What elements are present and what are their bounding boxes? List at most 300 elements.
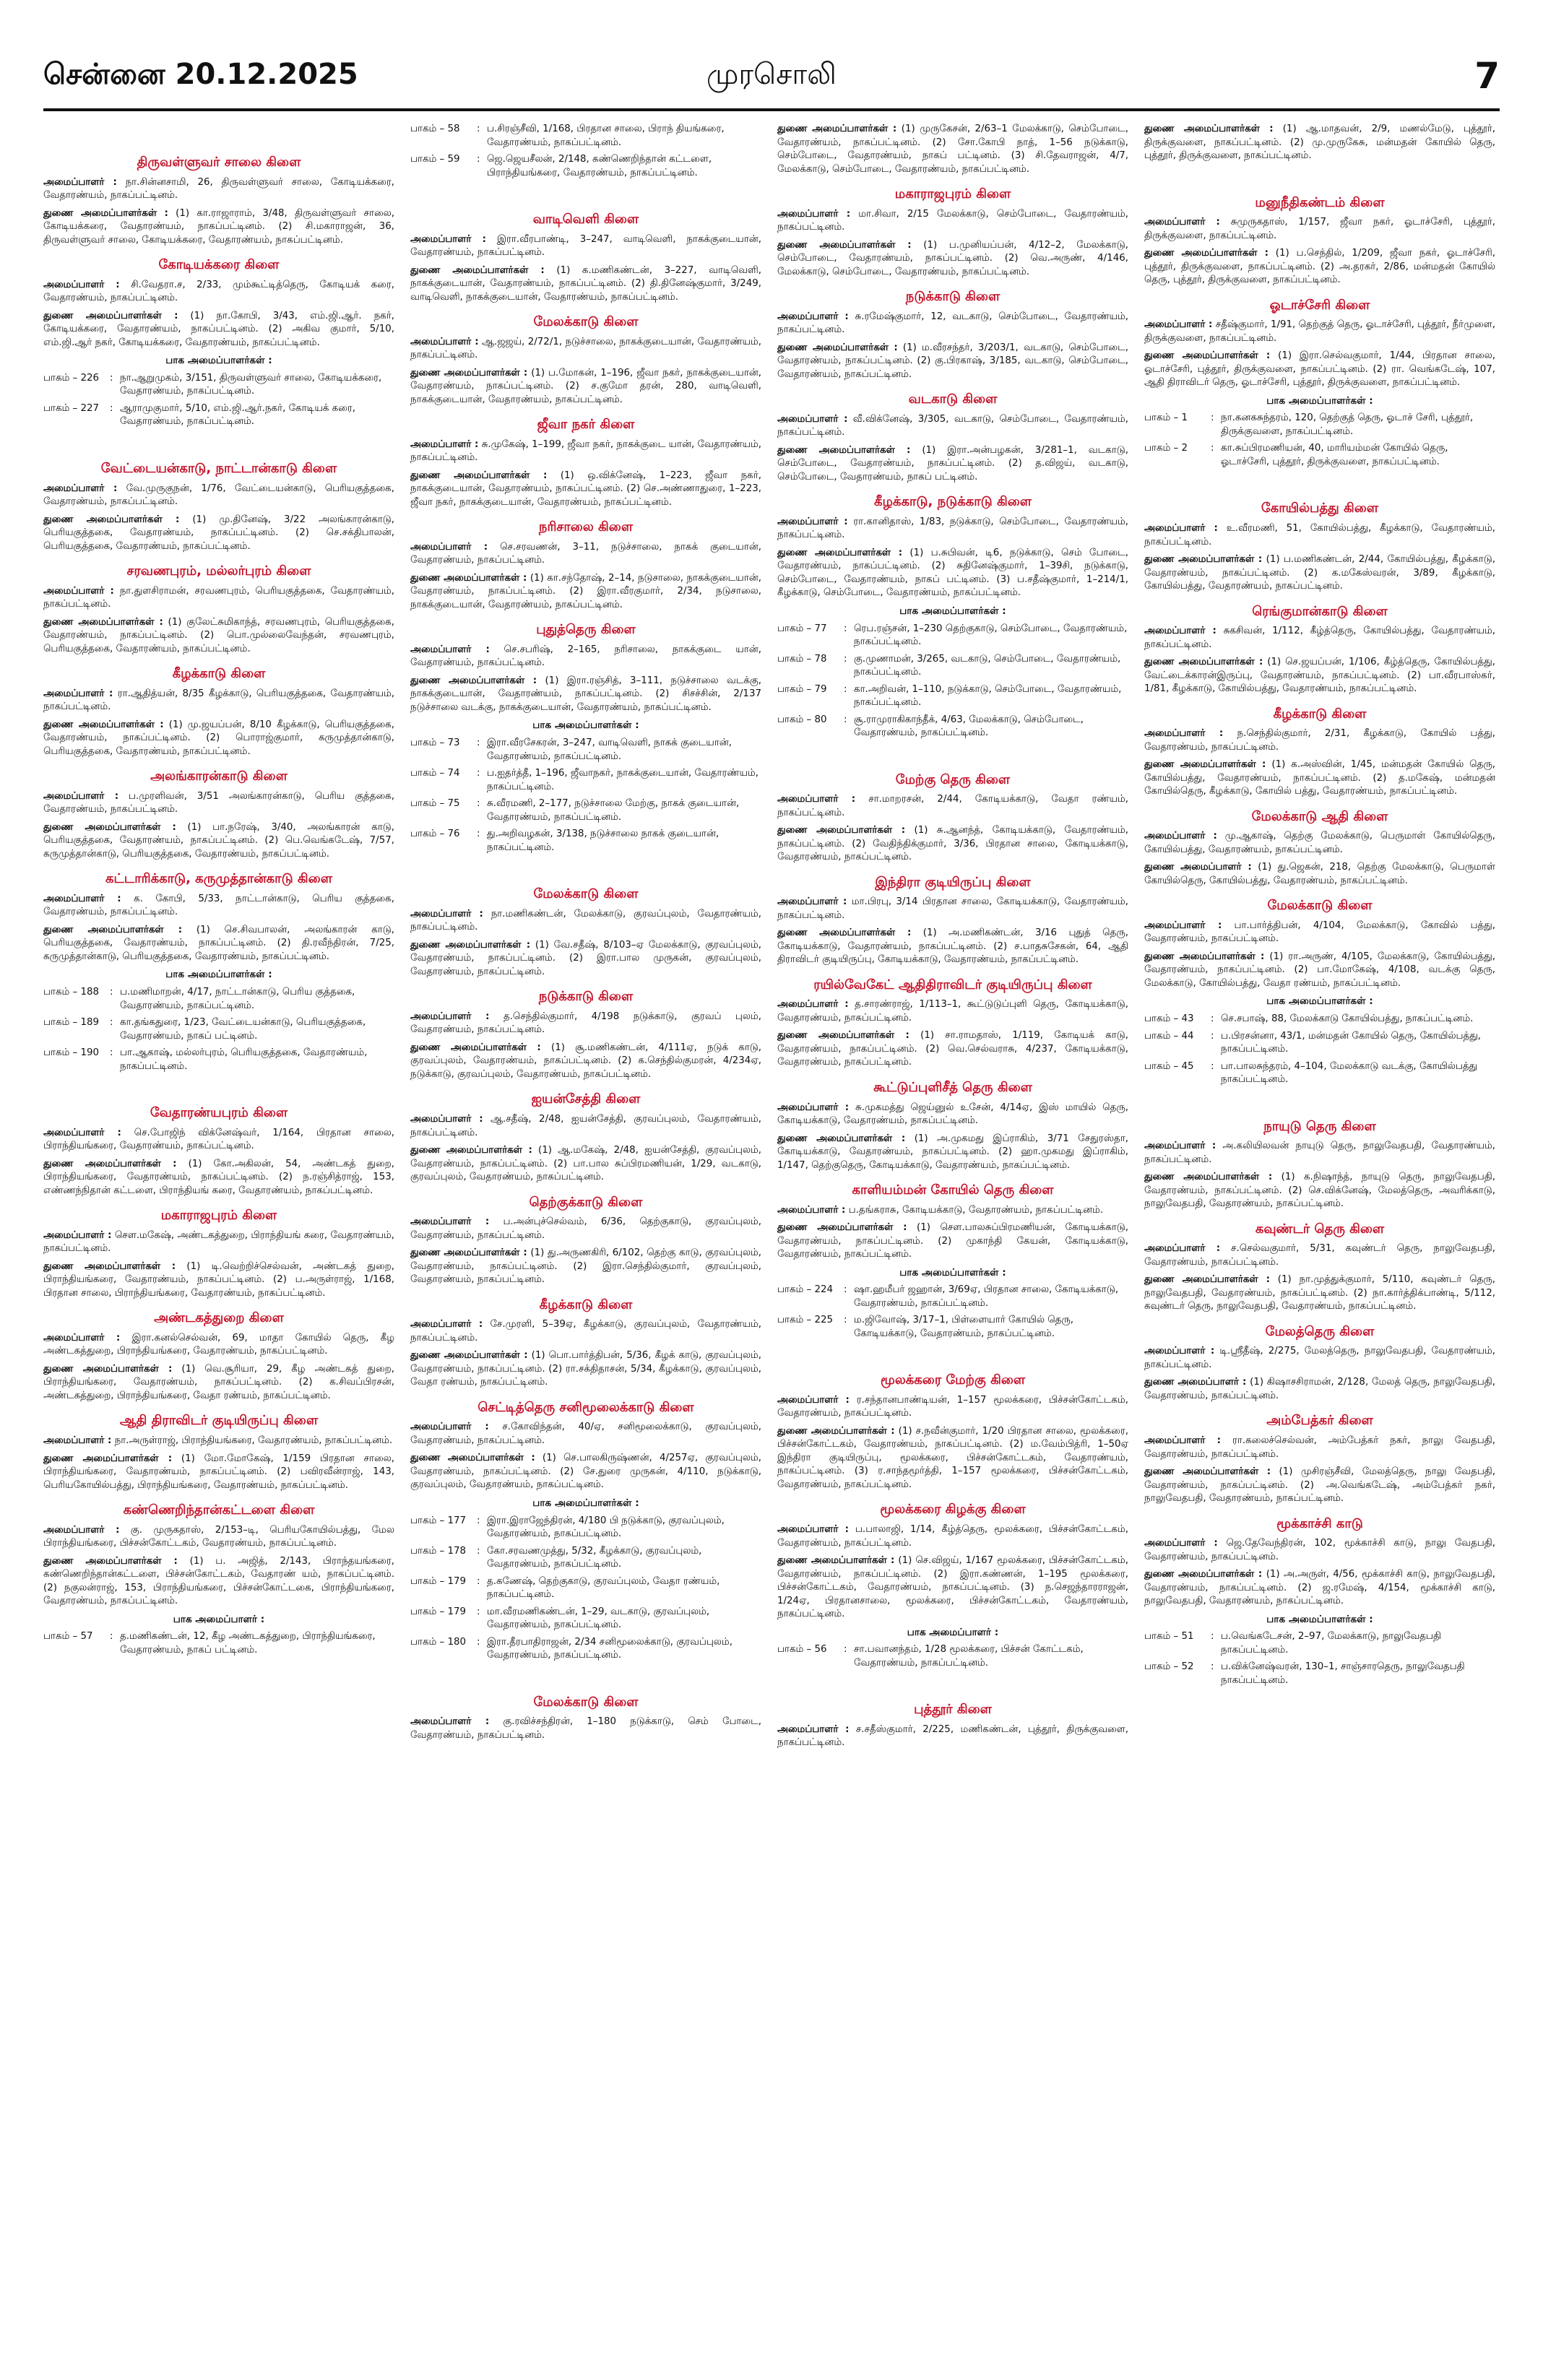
organizer-entry bbox=[410, 264, 761, 305]
organizer-entry bbox=[777, 413, 1128, 440]
organizer-entry bbox=[43, 688, 394, 714]
role-label: அமைப்பாளர் : bbox=[43, 1524, 120, 1536]
branch-heading: ரயில்வேகேட் ஆதிதிராவிடர் குடியிருப்பு கிளை bbox=[813, 977, 1092, 992]
booth-number: பாகம் – 59 bbox=[410, 154, 460, 165]
separator: : bbox=[477, 737, 480, 749]
organizer-details: நா.சின்னசாமி, 26, திருவள்ளுவர் சாலை, கோடியக்கரை, வேதாரண்யம், நாகப்பட்டினம். bbox=[43, 176, 394, 202]
organizer-details: (1) வெ.சூரியா, 29, கீழ அண்டகத் துறை, பிராந்தியங்கரை, வேதாரண்யம், நாகப்பட்டினம். (2) க.சிவப்பிரசன், அண்டகத்துறை, பிராந்தியங்கரை, வேதா ரண்யம், நாகப்பட்டினம். bbox=[43, 1363, 394, 1401]
role-label: அமைப்பாளர் : bbox=[410, 1716, 490, 1728]
organizer-details: டி.ஸ்ரீதீஷ், 2/275, மேலத்தெரு, நாலுவேதபதி, வேதாரண்யம், நாகப்பட்டினம். bbox=[1144, 1346, 1495, 1370]
role-label: துணை அமைப்பாளர்கள் : bbox=[777, 124, 897, 134]
separator: : bbox=[110, 1047, 113, 1059]
branch-heading: நடுக்காடு கிளை bbox=[905, 289, 1000, 305]
booth-entry bbox=[410, 153, 761, 180]
organizer-entry bbox=[410, 908, 761, 935]
organizer-details: ரா.கலைச்செல்வன், அம்பேத்கர் நகர், நாலு வேதபதி, வேதாரண்யம், நாகப்பட்டினம். bbox=[1144, 1435, 1495, 1460]
separator: : bbox=[477, 124, 480, 134]
organizer-entry bbox=[1144, 1537, 1495, 1564]
organizer-details: ச.கோவிந்தன், 40/ஏ, சனிமூலைக்காடு, குரவப்புலம், வேதாரண்யம், நாகப்பட்டினம். bbox=[410, 1421, 761, 1446]
organizer-entry bbox=[410, 233, 761, 260]
role-label: துணை அமைப்பாளர்கள் : bbox=[1144, 124, 1274, 134]
booth-number: பாகம் – 52 bbox=[1144, 1661, 1194, 1673]
separator: : bbox=[844, 1315, 847, 1326]
role-label: துணை அமைப்பாளர்கள் : bbox=[410, 1145, 532, 1156]
column-4 bbox=[1144, 123, 1495, 2358]
organizer-details: (1) செ.சிவபாலன், அலங்காரன் காடு, பெரியகுத்தகை, வேதாரண்யம், நாகப்பட்டினம். (2) தி.ரவீந்திரன், 7/25, கருமுத்தான்காடு, பெரியகுத்தகை, வேதாரண்யம், நாகப்பட்டினம். bbox=[43, 924, 394, 962]
booth-number: பாகம் – 43 bbox=[1144, 1013, 1194, 1025]
organizer-details: ஆ.சதீஷ், 2/48, ஐயன்சேத்தி, குரவப்புலம், வேதாரண்யம், நாகப்பட்டினம். bbox=[410, 1114, 761, 1138]
organizer-entry bbox=[777, 444, 1128, 485]
booth-organizer-details: த.கணேஷ், தெற்குகாடு, குரவப்புலம், வேதா ரண்யம், நாகப்பட்டினம். bbox=[487, 1575, 720, 1601]
booth-number: பாகம் – 177 bbox=[410, 1515, 467, 1526]
branch-heading: மூலக்கரை கிழக்கு கிளை bbox=[880, 1502, 1026, 1518]
role-label: அமைப்பாளர் : bbox=[1144, 1243, 1221, 1255]
organizer-entry bbox=[410, 675, 761, 715]
booth-organizer-details: பா.பாலசுந்தரம், 4–104, மேலக்காடு வடக்கு, கோயில்பத்து நாகப்பட்டினம். bbox=[1221, 1060, 1478, 1086]
role-label: துணை அமைப்பாளர்கள் : bbox=[410, 1247, 527, 1259]
role-label: துணை அமைப்பாளர்கள் : bbox=[777, 825, 906, 836]
booth-organizer-details: ஆராமுகுமார், 5/10, எம்.ஜி.ஆர்.நகர், கோடியக் கரை, வேதாரண்யம், நாகப்பட்டினம். bbox=[120, 402, 356, 428]
branch-heading: புதுத்தெரு கிளை bbox=[536, 622, 636, 638]
booth-organizer-details: கா.தங்கதுரை, 1/23, வேட்டையன்காடு, பெரியகுத்தகை, வேதாரண்யம், நாகப் பட்டினம். bbox=[120, 1017, 366, 1042]
role-label: துணை அமைப்பாளர்கள் : bbox=[1144, 1274, 1270, 1286]
branch-heading: கீழக்காடு கிளை bbox=[1273, 706, 1367, 722]
booth-organizer-details: நா.ஆறுமுகம், 3/151, திருவள்ளுவர் சாலை, கோடியக்கரை, வேதாரண்யம், நாகப்பட்டினம். bbox=[120, 372, 382, 397]
role-label: அமைப்பாளர் : bbox=[777, 1204, 846, 1216]
booth-entry bbox=[1144, 1630, 1495, 1657]
separator: : bbox=[477, 768, 480, 779]
organizer-entry bbox=[410, 541, 761, 568]
organizer-details: மா.சிவா, 2/15 மேலக்காடு, செம்போடை, வேதாரண்யம், நாகப்பட்டினம். bbox=[777, 208, 1128, 233]
booth-number: பாகம் – 180 bbox=[410, 1636, 467, 1648]
organizer-entry bbox=[43, 1229, 394, 1256]
organizer-entry bbox=[410, 572, 761, 613]
organizer-details: சே.முரளி, 5–39ஏ, கீழக்காடு, குரவப்புலம், வேதாரண்யம், நாகப்பட்டினம். bbox=[410, 1319, 761, 1343]
role-label: துணை அமைப்பாளர்கள் : bbox=[410, 1042, 541, 1053]
booth-organizer-details: இரா.இராஜேந்திரன், 4/180 பி நடுக்காடு, குரவப்புலம், வேதாரண்யம், நாகப்பட்டினம். bbox=[487, 1515, 725, 1540]
booth-number: பாகம் – 80 bbox=[777, 714, 827, 725]
organizer-entry bbox=[777, 1523, 1128, 1550]
booth-number: பாகம் – 51 bbox=[1144, 1631, 1194, 1643]
booth-number: பாகம் – 74 bbox=[410, 768, 460, 779]
organizer-entry bbox=[43, 1435, 394, 1448]
booth-organizers-heading: பாக அமைப்பாளர்கள் : bbox=[1266, 394, 1373, 407]
role-label: அமைப்பாளர் : bbox=[777, 311, 849, 322]
organizer-entry bbox=[410, 1011, 761, 1037]
masthead bbox=[43, 51, 1500, 101]
role-label: அமைப்பாளர் : bbox=[777, 1723, 850, 1735]
organizer-entry bbox=[1144, 553, 1495, 594]
organizer-entry bbox=[43, 1555, 394, 1609]
branch-heading: வாடிவெளி கிளை bbox=[532, 212, 639, 227]
organizer-entry bbox=[1144, 727, 1495, 754]
booth-entry bbox=[777, 1314, 1128, 1341]
branch-heading: ஆதி திராவிடர் குடியிருப்பு கிளை bbox=[119, 1413, 319, 1429]
booth-organizer-details: ப.சிரஞ்சீவி, 1/168, பிரதான சாலை, பிராந் தியங்கரை, வேதாரண்யம், நாகப்பட்டினம். bbox=[487, 124, 725, 148]
separator: : bbox=[477, 1575, 480, 1587]
organizer-details: ப.தங்கராசு, கோடியக்காடு, வேதாரண்யம், நாகப்பட்டினம். bbox=[848, 1204, 1104, 1216]
booth-entry bbox=[1144, 1661, 1495, 1687]
separator: : bbox=[844, 1284, 847, 1296]
booth-number: பாகம் – 76 bbox=[410, 828, 460, 840]
organizer-entry bbox=[1144, 758, 1495, 799]
organizer-entry bbox=[410, 1452, 761, 1492]
booth-number: பாகம் – 226 bbox=[43, 372, 100, 384]
booth-number: பாகம் – 57 bbox=[43, 1631, 93, 1643]
organizer-details: சு.ரமேஷ்குமார், 12, வடகாடு, செம்போடை, வேதாரண்யம், நாகப்பட்டினம். bbox=[777, 311, 1128, 336]
organizer-entry bbox=[777, 239, 1128, 280]
separator: : bbox=[1211, 1030, 1214, 1042]
role-label: அமைப்பாளர் : bbox=[410, 438, 479, 450]
role-label: துணை அமைப்பாளர்கள் : bbox=[1144, 1172, 1273, 1183]
booth-number: பாகம் – 179 bbox=[410, 1606, 467, 1617]
header-divider bbox=[43, 108, 1500, 111]
branch-heading: மேலத்தெரு கிளை bbox=[1265, 1323, 1375, 1339]
organizer-details: (1) சு.ஆனந்த், கோடியக்காடு, வேதாரண்யம், நாகப்பட்டினம். (2) வேதிந்திக்குமார், 3/36, பிரதான சாலை, கோடியக்காடு, வேதாரண்யம், நாகப்பட்டினம். bbox=[777, 825, 1128, 863]
organizer-details: ச.செல்வகுமார், 5/31, கவுண்டர் தெரு, நாலுவேதபதி, வேதாரண்யம், நாகப்பட்டினம். bbox=[1144, 1243, 1495, 1268]
branch-heading: மேற்கு தெரு கிளை bbox=[895, 771, 1011, 787]
role-label: அமைப்பாளர் : bbox=[410, 541, 488, 553]
organizer-entry bbox=[1144, 522, 1495, 549]
branch-heading: கவுண்டர் தெரு கிளை bbox=[1255, 1221, 1385, 1237]
role-label: அமைப்பாளர் : bbox=[410, 1319, 483, 1330]
organizer-entry bbox=[777, 208, 1128, 235]
organizer-details: (1) அ.முகமது இப்ராகிம், 3/71 சேதுரஸ்தா, கோடியக்காடு, வேதாரண்யம், நாகப்பட்டினம். (2) ஹா.முகமது இப்ராகிம், 1/147, தெற்குதெரு, கோடியக்காடு, வேதாரண்யம், நாகப்பட்டினம். bbox=[777, 1133, 1128, 1171]
organizer-entry bbox=[777, 516, 1128, 542]
booth-organizers-heading: பாக அமைப்பாளர்கள் : bbox=[165, 969, 272, 981]
booth-entry bbox=[410, 123, 761, 150]
role-label: அமைப்பாளர் : bbox=[777, 896, 847, 908]
branch-heading: வேட்டையன்காடு, நாட்டான்காடு கிளை bbox=[100, 460, 337, 476]
booth-entry bbox=[777, 1284, 1128, 1310]
organizer-details: (1) ப. அஜித், 2/143, பிராந்தயங்கரை, கண்ணெறிந்தான்கட்டளை, பிச்சன்கோட்டகம், வேதாரண் யம், நாகப்பட்டினம். (2) நகுலன்ராஜ், 153, பிராந்தியங்கரை, பிச்சன்கோட்டகை, பிராந்தியங்கரை, வேதாரண்யம், நாகப்பட்டினம். bbox=[43, 1555, 394, 1607]
organizer-details: ச.சதீஸ்குமார், 2/225, மணிகண்டன், புத்தூர், திருக்குவளை, நாகப்பட்டினம். bbox=[777, 1723, 1128, 1749]
booth-entry bbox=[43, 1630, 394, 1657]
role-label: அமைப்பாளர் : bbox=[410, 233, 487, 245]
role-label: துணை அமைப்பாளர்கள் : bbox=[410, 572, 527, 584]
organizer-details: (1) டி.வெற்றிச்செல்வன், அண்டகத் துறை, பிராந்தியங்கரை, வேதாரண்யம், நாகப்பட்டினம். (2) ப.அருள்ராஜ், 1/168, பிரதான சாலை, பிராந்தியங்கரை, வேதாரண்யம், நாகப்பட்டினம். bbox=[43, 1260, 394, 1299]
organizer-entry bbox=[43, 176, 394, 203]
role-label: துணை அமைப்பாளர்கள் : bbox=[777, 444, 911, 456]
separator: : bbox=[844, 683, 847, 695]
organizer-details: (1) ப.செந்தில், 1/209, ஜீவா நகர், ஓடாச்சேரி, புத்தூர், திருக்குவளை, நாகப்பட்டினம். (2) அ.தரகர், 2/86, மன்மதன் கோயில் தெரு, புத்தூர், திருக்குவளை, நாகப்பட்டினம். bbox=[1144, 248, 1495, 286]
separator: : bbox=[477, 1606, 480, 1617]
separator: : bbox=[1211, 1060, 1214, 1072]
role-label: துணை அமைப்பாளர்கள் : bbox=[1144, 350, 1271, 362]
organizer-details: (1) முருகேசன், 2/63–1 மேலக்காடு, செம்போடை, வேதாரண்யம், நாகப்பட்டினம். (2) சோ.கோபி நாத், 1–56 நடுக்காடு, செம்போடை, வேதாரண்யம், நாகப் பட்டினம். (3) சி.தேவராஜன், 4/7, மேலக்காடு, செம்போடை, வேதாரண்யம், நாகப்பட்டினம். bbox=[777, 124, 1128, 175]
organizer-details: (1) ப.முனியப்பன், 4/12–2, மேலக்காடு, செம்போடை, வேதாரண்யம், நாகப்பட்டினம். (2) வெ.அருண், 4/146, மேலக்காடு, செம்போடை, வேதாரண்யம், நாகப்பட்டினம். bbox=[777, 239, 1128, 277]
organizer-details: (1) செ.ஜயப்பன், 1/106, கீழ்த்தெரு, கோயில்பத்து, வேட்டைக்காரன்இருப்பு, வேதாரண்யம், நாகப்பட்டினம். (2) பா.வீரபாஸ்கர், 1/81, கீழக்காடு, கோயில்பத்து, வேதாரண்யம், நாகப்பட்டினம். bbox=[1144, 657, 1495, 695]
booth-number: பாகம் – 77 bbox=[777, 623, 827, 634]
booth-number: பாகம் – 78 bbox=[777, 653, 827, 665]
role-label: துணை அமைப்பாளர்கள் : bbox=[777, 1555, 895, 1567]
column-1 bbox=[43, 123, 394, 2358]
organizer-details: சா.மாறரசன், 2/44, கோடியக்காடு, வேதா ரண்யம், நாகப்பட்டினம். bbox=[777, 794, 1128, 818]
separator: : bbox=[110, 402, 113, 414]
booth-entry bbox=[1144, 1060, 1495, 1087]
organizer-details: உ.வீரமணி, 51, கோயில்பத்து, கீழக்காடு, வேதாரண்யம், நாகப்பட்டினம். bbox=[1144, 523, 1495, 548]
organizer-details: (1) ம.வீரசந்தர், 3/203/1, வடகாடு, செம்போடை, வேதாரண்யம், நாகப்பட்டினம். (2) கு.பிரகாஷ், 3/185, வடகாடு, செம்போடை, வேதாரண்யம், நாகப்பட்டினம். bbox=[777, 342, 1128, 380]
role-label: அமைப்பாளர் : bbox=[777, 516, 848, 527]
branch-heading: நாயுடு தெரு கிளை bbox=[1263, 1118, 1376, 1134]
booth-number: பாகம் – 58 bbox=[410, 124, 460, 134]
role-label: துணை அமைப்பாளர்கள் : bbox=[1144, 248, 1269, 259]
organizer-entry bbox=[410, 1113, 761, 1140]
edition-date: சென்னை 20.12.2025 bbox=[43, 57, 358, 91]
separator: : bbox=[844, 714, 847, 725]
role-label: அமைப்பாளர் : bbox=[1144, 1538, 1218, 1549]
booth-entry bbox=[43, 372, 394, 399]
organizer-details: (1) ப.சுபிவன், டி6, நடுக்காடு, செம் போடை, வேதாரண்யம், நாகப்பட்டினம். (2) சுதினேஷ்குமார், 1–39சி, நடுக்காடு, செம்போடை, வேதாரண்யம், நாகப் பட்டினம். (3) ப.சதீஷ்குமார், 1–214/1, கீழக்காடு, செம்போடை, வேதாரண்யம், நாகப்பட்டினம். bbox=[777, 547, 1128, 599]
booth-organizers-heading: பாக அமைப்பாளர் : bbox=[173, 1613, 265, 1625]
organizer-entry bbox=[43, 790, 394, 817]
organizer-entry bbox=[43, 514, 394, 554]
organizer-details: செ.சரவணன், 3–11, நடுச்சாலை, நாகக் குடையான், வேதாரண்யம், நாகப்பட்டினம். bbox=[410, 541, 761, 566]
booth-organizer-details: ஜெ.ஜெயசீலன், 2/148, கண்ணெறிந்தான் கட்டளை, பிராந்தியங்கரை, வேதாரண்யம், நாகப்பட்டினம். bbox=[487, 154, 712, 178]
organizer-entry bbox=[1144, 1273, 1495, 1314]
organizer-details: சுகசிவன், 1/112, கீழ்த்தெரு, கோயில்பத்து, வேதாரண்யம், நாகப்பட்டினம். bbox=[1144, 626, 1495, 650]
organizer-details: (1) இரா.அன்பழகன், 3/281–1, வடகாடு, செம்போடை, வேதாரண்யம், நாகப்பட்டினம். (2) த.விஜய், வடகாடு, செம்போடை, வேதாரண்யம், நாகப் பட்டினம். bbox=[777, 444, 1128, 483]
separator: : bbox=[477, 1545, 480, 1557]
role-label: அமைப்பாளர் : bbox=[1144, 523, 1218, 535]
article-columns bbox=[43, 123, 1500, 2358]
organizer-details: (1) க.அஸ்வின், 1/45, மன்மதன் கோயில் தெரு, கோயில்பத்து, வேதாரண்யம், நாகப்பட்டினம். (2) த.மகேஷ், மன்மதன் கோயில்தெரு, கீழக்காடு, கோயில் பத்து, வேதாரண்யம், நாகப்பட்டினம். bbox=[1144, 759, 1495, 797]
branch-heading: இந்திரா குடியிருப்பு கிளை bbox=[875, 874, 1031, 890]
role-label: அமைப்பாளர் : bbox=[43, 176, 117, 188]
organizer-details: வீ.விக்னேஷ், 3/305, வடகாடு, செம்போடை, வேதாரண்யம், நாகப்பட்டினம். bbox=[777, 413, 1128, 438]
branch-heading: மகாராஜபுரம் கிளை bbox=[160, 1208, 277, 1224]
organizer-entry bbox=[43, 483, 394, 509]
separator: : bbox=[110, 372, 113, 384]
role-label: துணை அமைப்பாளர்கள் : bbox=[43, 719, 164, 730]
organizer-details: த.செந்தில்குமார், 4/198 நடுக்காடு, குரவப் புலம், வேதாரண்யம், நாகப்பட்டினம். bbox=[410, 1011, 761, 1036]
role-label: துணை அமைப்பாளர்கள் : bbox=[43, 821, 176, 833]
organizer-details: (1) கா.சந்தோஷ், 2–14, நடுசாலை, நாகக்குடையான், வேதாரண்யம், நாகப்பட்டினம். (2) இரா.வீரகுமார், 2/34, நடுசாலை, நாகக்குடையான், வேதாரண்யம், நாகப்பட்டினம். bbox=[410, 572, 761, 610]
organizer-entry bbox=[1144, 861, 1495, 888]
role-label: அமைப்பாளர் : bbox=[1144, 1346, 1215, 1357]
role-label: அமைப்பாளர் : bbox=[43, 1127, 121, 1138]
role-label: துணை அமைப்பாளர்கள் : bbox=[777, 927, 912, 939]
branch-heading: கண்ணெறிந்தான்கட்டளை கிளை bbox=[123, 1502, 315, 1518]
branch-heading: காளியம்மன் கோயில் தெரு கிளை bbox=[852, 1182, 1054, 1198]
branch-heading: கோயில்பத்து கிளை bbox=[1261, 501, 1379, 516]
role-label: துணை அமைப்பாளர்கள் : bbox=[777, 1133, 906, 1144]
organizer-entry bbox=[777, 824, 1128, 865]
organizer-entry bbox=[43, 1260, 394, 1301]
branch-heading: மனுநீதிகண்டம் கிளை bbox=[1255, 194, 1385, 210]
booth-entry bbox=[410, 1636, 761, 1663]
organizer-details: (1) செ.விஜய், 1/167 மூலக்கரை, பிச்சன்கோட்டகம், வேதாரண்யம், நாகப்பட்டினம். (2) இரா.கண்ணன், 1–195 மூலக்கரை, பிச்சன்கோட்டகம், வேதாரண்யம், நாகப்பட்டினம். (3) ந.செஜந்தாரராஜன், 1/24ஏ, பிரதானசாலை, மூலக்கரை, பிச்சன்கோட்டகம், வேதாரண்யம், நாகப்பட்டினம். bbox=[777, 1555, 1128, 1620]
column-2 bbox=[410, 123, 761, 2358]
organizer-details: (1) கோ.அகிலன், 54, அண்டகத் துறை, பிராந்தியங்கரை, வேதாரண்யம், நாகப்பட்டினம். (2) ந.ரஞ்சித்ராஜ், 153, எண்ணந்நிதான் கட்டளை, பிராந்தியங் கரை, வேதாரண்யம், நாகப்பட்டினம். bbox=[43, 1158, 394, 1196]
organizer-details: (1) ரா.அருண், 4/105, மேலக்காடு, கோயில்பத்து, வேதாரண்யம், நாகப்பட்டினம். (2) பா.மோகேஷ், 4/108, வடக்கு தெரு, மேலக்காடு, கோயில்பத்து, வேதா ரண்யம், நாகப்பட்டினம். bbox=[1144, 951, 1495, 989]
role-label: அமைப்பாளர் : bbox=[43, 1435, 112, 1447]
role-label: அமைப்பாளர் : bbox=[43, 688, 113, 699]
organizer-details: (1) கா.ராஜாராம், 3/48, திருவள்ளுவர் சாலை, கோடியக்கரை, வேதாரண்யம், நாகப்பட்டினம். (2) சி.மகாராஜன், 36, திருவள்ளுவர் சாலை, கோடியக்கரை, வேதாரண்யம், நாகப்பட்டினம். bbox=[43, 207, 394, 246]
booth-organizers-heading: பாக அமைப்பாளர்கள் : bbox=[899, 605, 1006, 617]
role-label: துணை அமைப்பாளர் : bbox=[1144, 862, 1252, 873]
organizer-details: (1) சூ.மணிகண்டன், 4/111ஏ, நடுக் காடு, குரவப்புலம், வேதாரண்யம், நாகப்பட்டினம். (2) க.செந்தில்குமரன், 4/234ஏ, நடுக்காடு, குரவப்புலம், வேதாரண்யம், நாகப்பட்டினம். bbox=[410, 1042, 761, 1080]
role-label: துணை அமைப்பாளர்கள் : bbox=[410, 367, 528, 378]
organizer-entry bbox=[410, 1715, 761, 1742]
booth-number: பாகம் – 45 bbox=[1144, 1060, 1194, 1072]
organizer-details: அ.கலியிலவன் நாயுடு தெரு, நாலுவேதபதி, வேதாரண்யம், நாகப்பட்டினம். bbox=[1144, 1141, 1495, 1165]
role-label: அமைப்பாளர் : bbox=[410, 336, 479, 347]
role-label: துணை அமைப்பாளர்கள் : bbox=[410, 675, 537, 686]
organizer-details: (1) நா.கோபி, 3/43, எம்.ஜி.ஆர். நகர், கோடியக்கரை, வேதாரண்யம், நாகப்பட்டினம். (2) அகிவ குமார், 5/10, எம்.ஜி.ஆர் நகர், கோடியக்கரை, வேதாரண்யம், நாகப்பட்டினம். bbox=[43, 310, 394, 348]
organizer-details: (1) ப.மோகன், 1–196, ஜீவா நகர், நாகக்குடையான், வேதாரண்யம், நாகப்பட்டினம். (2) ச.குமோ தரன், 280, வாடிவெளி, நாகக்குடையான், வேதாரண்யம், நாகப்பட்டினம். bbox=[410, 367, 761, 405]
booth-number: பாகம் – 75 bbox=[410, 798, 460, 810]
column-3 bbox=[777, 123, 1128, 2358]
organizer-details: பா.பார்த்திபன், 4/104, மேலக்காடு, கோவில் பத்து, வேதாரண்யம், நாகப்பட்டினம். bbox=[1144, 919, 1495, 945]
role-label: அமைப்பாளர் : bbox=[410, 908, 483, 919]
organizer-entry bbox=[1144, 1568, 1495, 1609]
organizer-entry bbox=[43, 1158, 394, 1198]
booth-number: பாகம் – 1 bbox=[1144, 412, 1188, 424]
organizer-entry bbox=[777, 1425, 1128, 1492]
booth-entry bbox=[410, 797, 761, 824]
role-label: அமைப்பாளர் : bbox=[43, 483, 118, 494]
booth-number: பாகம் – 224 bbox=[777, 1284, 834, 1296]
separator: : bbox=[844, 653, 847, 665]
booth-number: பாகம் – 189 bbox=[43, 1017, 100, 1029]
branch-heading: திருவள்ளுவர் சாலை கிளை bbox=[137, 155, 301, 170]
role-label: அமைப்பாளர் : bbox=[43, 790, 119, 802]
role-label: துணை அமைப்பாளர்கள் : bbox=[43, 514, 180, 525]
organizer-details: (1) க.மணிகண்டன், 3–227, வாடிவெளி, நாகக்குடையான், வேதாரண்யம், நாகப்பட்டினம். (2) தி.தினேஷ்குமார், 3/249, வாடிவெளி, நாகக்குடையான், வேதாரண்யம், நாகப்பட்டினம். bbox=[410, 264, 761, 303]
branch-heading: அலங்காரன்காடு கிளை bbox=[150, 769, 288, 784]
organizer-details: (1) நா.முத்துக்குமார், 5/110, கவுண்டர் தெரு, நாலுவேதபதி, வேதாரண்யம், நாகப்பட்டினம். (2) நா.கார்த்திக்பாண்டி, 5/112, கவுண்டர் தெரு, நாலுவேதபதி, வேதாரண்யம், நாகப்பட்டினம். bbox=[1144, 1274, 1495, 1312]
booth-number: பாகம் – 56 bbox=[777, 1644, 827, 1656]
branch-heading: அம்பேத்கர் கிளை bbox=[1266, 1413, 1373, 1429]
booth-entry bbox=[1144, 412, 1495, 438]
role-label: துணை அமைப்பாளர்கள் : bbox=[43, 1555, 178, 1567]
role-label: துணை அமைப்பாளர்கள் : bbox=[777, 1425, 895, 1437]
separator: : bbox=[1211, 1013, 1214, 1025]
role-label: அமைப்பாளர் : bbox=[777, 1524, 850, 1536]
role-label: துணை அமைப்பாளர்கள் : bbox=[410, 264, 545, 276]
organizer-details: செ.சபரிஷ், 2–165, நரிசாலை, நாகக்குடை யான், வேதாரண்யம், நாகப்பட்டினம். bbox=[410, 644, 761, 669]
role-label: அமைப்பாளர் : bbox=[410, 1421, 489, 1433]
booth-entry bbox=[777, 714, 1128, 740]
role-label: அமைப்பாளர் : bbox=[43, 1229, 112, 1241]
organizer-entry bbox=[1144, 319, 1495, 345]
booth-organizers-heading: பாக அமைப்பாளர்கள் : bbox=[1266, 1613, 1373, 1625]
role-label: துணை அமைப்பாளர்கள் : bbox=[43, 1363, 173, 1375]
organizer-details: சௌ.மகேஷ், அண்டகத்துறை, பிராந்தியங் கரை, வேதாரண்யம், நாகப்பட்டினம். bbox=[43, 1229, 394, 1255]
booth-entry bbox=[43, 1047, 394, 1073]
role-label: அமைப்பாளர் : bbox=[1144, 919, 1222, 931]
newspaper-title: முரசொலி bbox=[706, 57, 837, 91]
separator: : bbox=[477, 154, 480, 165]
organizer-details: (1) செ.பாலகிருஷ்ணன், 4/257ஏ, குரவப்புலம், வேதாரண்யம், நாகப்பட்டினம். (2) சே.துரை முருகன், 4/110, நடுக்காடு, குரவப்புலம், வேதாரண்யம், நாகப்பட்டினம். bbox=[410, 1453, 761, 1491]
role-label: அமைப்பாளர் : bbox=[777, 1102, 850, 1113]
separator: : bbox=[110, 1631, 113, 1643]
role-label: அமைப்பாளர் : bbox=[1144, 626, 1216, 637]
branch-heading: கூட்டுப்புளிசீத் தெரு கிளை bbox=[873, 1079, 1032, 1095]
role-label: துணை அமைப்பாளர்கள் : bbox=[1144, 554, 1263, 566]
separator: : bbox=[477, 828, 480, 840]
booth-organizer-details: கா.சுப்பிரமணியன், 40, மாரியம்மன் கோயில் தெரு, ஓடாச்சேரி, புத்தூர், திருக்குவளை, நாகப்பட்டினம். bbox=[1221, 443, 1448, 467]
booth-number: பாகம் – 225 bbox=[777, 1315, 834, 1326]
organizer-details: (1) இரா.செல்வகுமார், 1/44, பிரதான சாலை, ஓடாச்சேரி, புத்தூர், திருக்குவளை, நாகப்பட்டினம். (2) ரா. வெங்கடேஷ், 107, ஆதி திராவிடர் தெரு, ஓடாச்சேரி, புத்தூர், திருக்குவளை, நாகப்பட்டினம். bbox=[1144, 350, 1495, 389]
organizer-details: ஆ.ஜஜய், 2/72/1, நடுச்சாலை, நாகக்குடையான், வேதாரண்யம், நாகப்பட்டினம். bbox=[410, 336, 761, 361]
organizer-details: (1) ச.நவீன்குமார், 1/20 பிரதான சாலை, மூலக்கரை, பிச்சன்கோட்டகம், வேதாரண்யம், நாகப்பட்டினம். (2) ம.வேம்பித்ரி, 1–50ஏ இந்திரா குடியிருப்பு, மூலக்கரை, பிச்சன்கோட்டகம், வேதாரண்யம், நாகப்பட்டினம். (3) ர.சாந்தமூர்த்தி, 1–157 மூலக்கரை, பிச்சன்கோட்டகம், வேதாரண்யம், நாகப்பட்டினம். bbox=[777, 1425, 1128, 1490]
organizer-details: த.சாரண்ராஜ், 1/113–1, கூட்டுடுப்புளி தெரு, கோடியக்காடு, வேதாரண்யம், நாகப்பட்டினம். bbox=[777, 999, 1128, 1024]
branch-heading: மேலக்காடு ஆதி கிளை bbox=[1251, 808, 1388, 824]
organizer-details: கு. முருகதாஸ், 2/153–டி, பெரியகோயில்பத்து, மேல பிராந்தியங்கரை, பிச்சன்கோட்டகம், வேதாரண்யம், நாகப்பட்டினம். bbox=[43, 1524, 394, 1549]
branch-heading: ரெங்குமான்காடு கிளை bbox=[1252, 603, 1388, 619]
organizer-details: (1) க.நிஷாந்த், நாயுடு தெரு, நாலுவேதபதி, வேதாரண்யம், நாகப்பட்டினம். (2) செ.விக்னேஷ், மேலத்தெரு, அவரிக்காடு, நாலுவேதபதி, வேதாரண்யம், நாகப்பட்டினம். bbox=[1144, 1172, 1495, 1210]
organizer-entry bbox=[410, 1349, 761, 1390]
role-label: துணை அமைப்பாளர்கள் : bbox=[777, 342, 898, 353]
role-label: துணை அமைப்பாளர்கள் : bbox=[1144, 759, 1266, 771]
organizer-details: க. கோபி, 5/33, நாட்டான்காடு, பெரிய குத்தகை, வேதாரண்யம், நாகப்பட்டினம். bbox=[43, 893, 394, 918]
organizer-details: ந.செந்தில்குமார், 2/31, கீழக்காடு, கோயில் பத்து, வேதாரண்யம், நாகப்பட்டினம். bbox=[1144, 728, 1495, 753]
organizer-details: (1) து.ஜெகன், 218, தெற்கு மேலக்காடு, பெருமாள் கோயில்தெரு, கோயில்பத்து, வேதாரண்யம், நாகப்பட்டினம். bbox=[1144, 862, 1495, 886]
organizer-entry bbox=[777, 1394, 1128, 1421]
organizer-details: சுமுருகதாஸ், 1/157, ஜீவா நகர், ஓடாச்சேரி, புத்தூர், திருக்குவளை, நாகப்பட்டினம். bbox=[1144, 217, 1495, 241]
organizer-details: (1) அ.அருள், 4/56, மூக்காச்சி காடு, நாலுவேதபதி, வேதாரண்யம், நாகப்பட்டினம். (2) ஜ.ரமேஷ், 4/154, மூக்காச்சி காடு, நாலுவேதபதி, வேதாரண்யம், நாகப்பட்டினம். bbox=[1144, 1569, 1495, 1607]
organizer-entry bbox=[43, 279, 394, 306]
branch-heading: மூலக்கரை மேற்கு கிளை bbox=[880, 1372, 1026, 1388]
organizer-entry bbox=[410, 1247, 761, 1287]
role-label: துணை அமைப்பாளர்கள் : bbox=[43, 207, 168, 219]
role-label: அமைப்பாளர் : bbox=[410, 1114, 483, 1125]
organizer-entry bbox=[777, 342, 1128, 382]
booth-organizer-details: ப.வெங்கடேசன், 2–97, மேலக்காடு, நாலுவேதபதி நாகப்பட்டினம். bbox=[1221, 1631, 1441, 1656]
booth-entry bbox=[1144, 442, 1495, 469]
organizer-entry bbox=[1144, 1345, 1495, 1372]
organizer-entry bbox=[1144, 830, 1495, 857]
booth-entry bbox=[1144, 1013, 1495, 1026]
booth-number: பாகம் – 44 bbox=[1144, 1030, 1194, 1042]
separator: : bbox=[477, 1515, 480, 1526]
organizer-details: (1) அ.மணிகண்டன், 3/16 புதுத் தெரு, கோடியக்காடு, வேதாரண்யம், நாகப்பட்டினம். (2) ச.பாதசுசேகன், 64, ஆதி திராவிடர் குடியிருப்பு, கோடியக்காடு, வேதாரண்யம், நாகப்பட்டினம். bbox=[777, 927, 1128, 966]
role-label: துணை அமைப்பாளர்கள் : bbox=[1144, 657, 1263, 668]
organizer-details: (1) முசிரஞ்சீவி, மேலத்தெரு, நாலு வேதபதி, வேதாரண்யம், நாகப்பட்டினம். (2) அ.வெங்கடேஷ், அம்பேத்கர் நகர், நாலுவேதபதி, வேதாரண்யம், நாகப்பட்டினம். bbox=[1144, 1466, 1495, 1505]
booth-entry bbox=[1144, 1030, 1495, 1057]
role-label: அமைப்பாளர் : bbox=[43, 279, 120, 290]
organizer-entry bbox=[777, 1723, 1128, 1750]
role-label: அமைப்பாளர் : bbox=[410, 1011, 490, 1022]
organizer-entry bbox=[43, 310, 394, 350]
role-label: அமைப்பாளர் : bbox=[1144, 217, 1220, 228]
branch-heading: வடகாடு கிளை bbox=[908, 391, 998, 407]
booth-entry bbox=[410, 1575, 761, 1602]
booth-organizer-details: சு.வீரமணி, 2–177, நடுச்சாலை மேற்கு, நாகக் குடையான், வேதாரண்யம், நாகப்பட்டினம். bbox=[487, 798, 740, 823]
booth-entry bbox=[43, 1016, 394, 1043]
branch-heading: கட்டாரிக்காடு, கருமுத்தான்காடு கிளை bbox=[105, 871, 332, 887]
separator: : bbox=[110, 1017, 113, 1029]
booth-organizer-details: ப.ஐதர்த்தீ, 1–196, ஜீவாநகர், நாகக்குடையான், வேதாரண்யம், நாகப்பட்டினம். bbox=[487, 768, 758, 792]
organizer-entry bbox=[43, 616, 394, 657]
separator: : bbox=[1211, 1631, 1214, 1643]
role-label: அமைப்பாளர் : bbox=[1144, 831, 1217, 842]
role-label: துணை அமைப்பாளர்கள் : bbox=[777, 239, 912, 251]
organizer-details: (1) சௌ.பாலசுப்பிரமணியன், கோடியக்காடு, வேதாரண்யம், நாகப்பட்டினம். (2) முகாந்தி கேயன், கோடியக்காடு, வேதாரண்யம், நாகப்பட்டினம். bbox=[777, 1222, 1128, 1260]
organizer-entry bbox=[43, 1363, 394, 1403]
organizer-details: (1) ப.மணிகண்டன், 2/44, கோயில்பத்து, கீழக்காடு, வேதாரண்யம், நாகப்பட்டினம். (2) க.மகேஸ்வரன், 3/89, கீழக்காடு, கோயில்பத்து, வேதாரண்யம், நாகப்பட்டினம். bbox=[1144, 554, 1495, 592]
organizer-details: ப.பாலாஜி, 1/14, கீழ்த்தெரு, மூலக்கரை, பிச்சன்கோட்டகம், வேதாரண்யம், நாகப்பட்டினம். bbox=[777, 1524, 1128, 1549]
booth-entry bbox=[777, 623, 1128, 649]
booth-organizer-details: சூ.ராமுராகிகாந்தீக், 4/63, மேலக்காடு, செம்போடை, வேதாரண்யம், நாகப்பட்டினம். bbox=[854, 714, 1084, 739]
organizer-entry bbox=[43, 1127, 394, 1154]
booth-organizers-heading: பாக அமைப்பாளர்கள் : bbox=[899, 1266, 1006, 1278]
organizer-details: சதீஷ்குமார், 1/91, தெற்குத் தெரு, ஓடாச்சேரி, புத்தூர், நீர்முளை, திருக்குவளை, நாகப்பட்டினம். bbox=[1144, 319, 1495, 344]
organizer-details: சி.வேதரா.ச, 2/33, மும்கூட்டித்தெரு, கோடியக் கரை, வேதாரண்யம், நாகப்பட்டினம். bbox=[43, 279, 394, 304]
booth-organizer-details: கு.முணாமன், 3/265, வடகாடு, செம்போடை, வேதாரண்யம், நாகப்பட்டினம். bbox=[854, 653, 1121, 678]
